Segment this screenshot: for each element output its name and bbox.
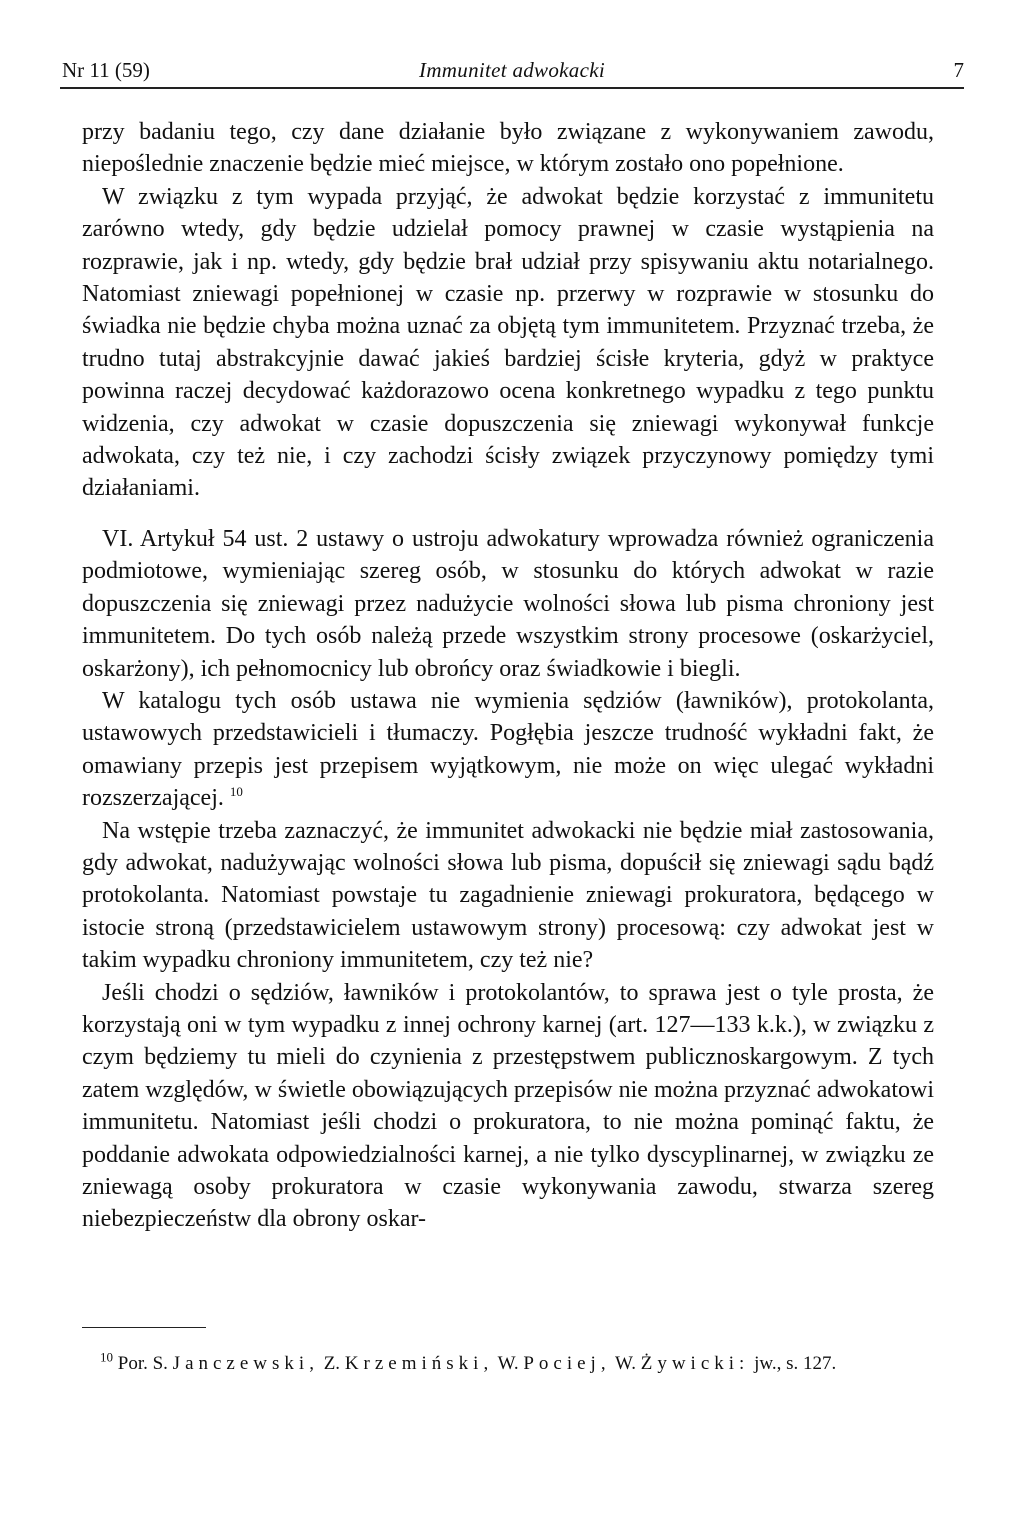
- paragraph-text: W związku z tym wypada przyjąć, że adwokat będzie korzystać z immunitetu zarówno wtedy, gdy będzie udzielał pomocy prawnej w czasie wystąpienia na rozprawie, jak i np. wtedy, gdy będzie brał udział przy spisywaniu aktu notarialnego. Natomiast zniewagi popełnionej w czasie np. przerwy w rozprawie w stosunku do świadka nie będzie chyba można uznać za objętą tym immunitetem. Przyznać trzeba, że trudno tutaj abstrakcyjnie dawać jakieś bardziej ścisłe kryteria, gdyż w praktyce powinna raczej decydować każdorazowo ocena konkretnego wypadku z tego punktu widzenia, czy adwokat w czasie dopuszczenia się zniewagi wykonywał funkcje adwokata, czy też nie, i czy zachodzi ścisły związek przyczynowy pomiędzy tymi działaniami.: [82, 183, 934, 502]
- footnote-rule: [82, 1327, 206, 1328]
- paragraph-text: Jeśli chodzi o sędziów, ławników i protokolantów, to sprawa jest o tyle prosta, że korzystają oni w tym wypadku z innej ochrony karnej (art. 127—133 k.k.), w związku z czym będziemy tu mieli do czynienia z przestępstwem publicznoskargowym. Z tych zatem względów, w świetle obowiązujących przepisów nie można przyznać adwokatowi immunitetu. Natomiast jeśli chodzi o prokuratora, to nie można pominąć faktu, że poddanie adwokata odpowiedzialności karnej, a nie tylko dyscyplinarnej, w związku ze zniewagą osoby prokuratora w czasie wykonywania zawodu, stwarza szereg niebezpieczeństw dla obrony oskar-: [82, 979, 934, 1233]
- paragraph-text: W katalogu tych osób ustawa nie wymienia sędziów (ławników), protokolanta, ustawowych przedstawicieli i tłumaczy. Pogłębia jeszcze trudność wykładni fakt, że omawiany przepis jest przepisem wyjątkowym, nie może on więc ulegać wykładni rozszerzającej.: [82, 687, 934, 812]
- footnote-text: [82, 1350, 934, 1377]
- header-rule: [60, 87, 964, 89]
- page-number: 7: [953, 58, 964, 82]
- footnote-initial: W.: [615, 1353, 636, 1374]
- footnote-reference: 10: [229, 784, 243, 800]
- paragraph: [82, 977, 934, 1236]
- footnote-author: Pociej,: [523, 1353, 611, 1374]
- article-body: [82, 116, 934, 1236]
- paragraph: [82, 815, 934, 977]
- footnote-marker: 10: [100, 1349, 113, 1365]
- paragraph-text: Na wstępie trzeba zaznaczyć, że immunitet adwokacki nie będzie miał zastosowania, gdy adwokat, nadużywając wolności słowa lub pisma, dopuścił się zniewagi sądu bądź protokolanta. Natomiast powstaje tu zagadnienie zniewagi prokuratora, będącego w istocie stroną (przedstawicielem ustawowym strony) procesową: czy adwokat jest w takim wypadku chroniony immunitetem, czy też nie?: [82, 817, 934, 974]
- section-paragraph: [82, 523, 934, 685]
- footnote: [82, 1350, 934, 1377]
- footnote-author: Żywicki:: [640, 1353, 750, 1374]
- footnote-author: Krzemiński,: [344, 1353, 494, 1374]
- footnote-initial: W.: [497, 1353, 519, 1374]
- paragraph: [82, 685, 934, 815]
- paragraph-text: przy badaniu tego, czy dane działanie było związane z wykonywaniem zawodu, niepoślednie znaczenie będzie mieć miejsce, w którym zostało ono popełnione.: [82, 119, 934, 178]
- footnote-author: Janczewski,: [172, 1353, 319, 1374]
- footnote-citation: jw., s. 127.: [754, 1353, 837, 1374]
- issue-number: Nr 11 (59): [62, 58, 150, 82]
- footnote-prefix: Por. S.: [117, 1353, 168, 1374]
- running-header: [60, 56, 964, 86]
- paragraph-text: VI. Artykuł 54 ust. 2 ustawy o ustroju adwokatury wprowadza również ograniczenia podmiotowe, wymieniając szereg osób, w stosunku do których adwokat w razie dopuszczenia się zniewagi przez nadużycie wolności słowa lub pisma chroniony jest immunitetem. Do tych osób należą przede wszystkim strony procesowe (oskarżyciel, oskarżony), ich pełnomocnicy lub obrońcy oraz świadkowie i biegli.: [82, 525, 934, 682]
- running-title: Immunitet adwokacki: [419, 58, 605, 82]
- paragraph: [82, 116, 934, 181]
- footnote-initial: Z.: [323, 1353, 341, 1374]
- paragraph: [82, 181, 934, 505]
